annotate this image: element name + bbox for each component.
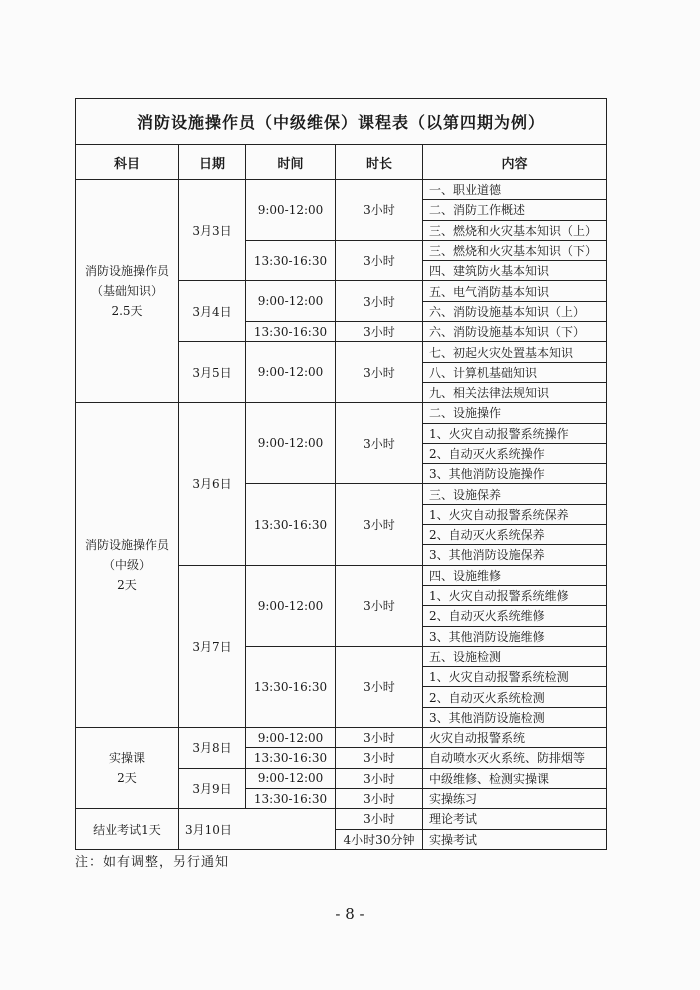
date-cell: 3月10日 <box>179 809 336 850</box>
duration-cell: 3小时 <box>336 646 423 727</box>
duration-cell: 4小时30分钟 <box>336 829 423 850</box>
content-item: 3、其他消防设施维修 <box>423 626 607 646</box>
duration-cell: 3小时 <box>336 809 423 829</box>
content-item: 1、火灾自动报警系统维修 <box>423 585 607 605</box>
content-item: 1、火灾自动报警系统保养 <box>423 504 607 524</box>
time-cell: 9:00-12:00 <box>246 281 336 322</box>
subject-practice-name: 实操课 <box>108 751 145 766</box>
duration-cell: 3小时 <box>336 240 423 281</box>
duration-cell: 3小时 <box>336 180 423 241</box>
schedule-table <box>75 98 607 850</box>
header-time: 时间 <box>246 145 336 180</box>
header-content: 内容 <box>423 145 607 180</box>
content-item: 二、设施操作 <box>423 403 607 423</box>
time-cell: 13:30-16:30 <box>246 748 336 768</box>
content-item: 五、设施检测 <box>423 646 607 666</box>
header-date: 日期 <box>179 145 246 180</box>
content-item: 六、消防设施基本知识（下） <box>423 322 607 342</box>
content-item: 三、燃烧和火灾基本知识（上） <box>423 220 607 240</box>
duration-cell: 3小时 <box>336 342 423 403</box>
content-item: 七、初起火灾处置基本知识 <box>423 342 607 362</box>
content-item: 3、其他消防设施操作 <box>423 464 607 484</box>
date-cell: 3月6日 <box>179 403 246 565</box>
duration-cell: 3小时 <box>336 565 423 646</box>
time-cell: 13:30-16:30 <box>246 788 336 808</box>
content-item: 五、电气消防基本知识 <box>423 281 607 301</box>
content-item: 三、设施保养 <box>423 484 607 504</box>
content-item: 四、设施维修 <box>423 565 607 585</box>
header-subject: 科目 <box>76 145 179 180</box>
content-item: 一、职业道德 <box>423 180 607 200</box>
subject-basic-days: 2.5天 <box>111 304 143 319</box>
duration-cell: 3小时 <box>336 788 423 808</box>
content-item: 2、自动灭火系统操作 <box>423 443 607 463</box>
content-item: 四、建筑防火基本知识 <box>423 261 607 281</box>
content-item: 中级维修、检测实操课 <box>423 768 607 788</box>
subject-practice-days: 2天 <box>117 771 137 786</box>
content-item: 八、计算机基础知识 <box>423 362 607 382</box>
content-item: 三、燃烧和火灾基本知识（下） <box>423 240 607 260</box>
subject-basic-name: 消防设施操作员 <box>84 264 169 279</box>
time-cell: 9:00-12:00 <box>246 180 336 241</box>
content-item: 六、消防设施基本知识（上） <box>423 301 607 321</box>
time-cell: 9:00-12:00 <box>246 342 336 403</box>
content-item: 3、其他消防设施保养 <box>423 545 607 565</box>
subject-exam: 结业考试1天 <box>76 809 179 850</box>
date-cell: 3月5日 <box>179 342 246 403</box>
content-item: 二、消防工作概述 <box>423 200 607 220</box>
subject-mid-sub: （中级） <box>102 558 151 573</box>
header-duration: 时长 <box>336 145 423 180</box>
duration-cell: 3小时 <box>336 768 423 788</box>
date-cell: 3月3日 <box>179 180 246 281</box>
content-item: 1、火灾自动报警系统检测 <box>423 667 607 687</box>
subject-basic <box>76 180 179 403</box>
time-cell: 9:00-12:00 <box>246 565 336 646</box>
content-item: 2、自动灭火系统检测 <box>423 687 607 707</box>
time-cell: 13:30-16:30 <box>246 240 336 281</box>
table-title: 消防设施操作员（中级维保）课程表（以第四期为例） <box>76 99 607 145</box>
duration-cell: 3小时 <box>336 403 423 484</box>
subject-practice <box>76 728 179 809</box>
date-cell: 3月4日 <box>179 281 246 342</box>
content-item: 2、自动灭火系统保养 <box>423 525 607 545</box>
date-cell: 3月9日 <box>179 768 246 809</box>
subject-mid-name: 消防设施操作员 <box>84 538 169 553</box>
time-cell: 9:00-12:00 <box>246 403 336 484</box>
content-item: 实操练习 <box>423 788 607 808</box>
time-cell: 9:00-12:00 <box>246 768 336 788</box>
content-item: 理论考试 <box>423 809 607 829</box>
duration-cell: 3小时 <box>336 484 423 565</box>
subject-basic-sub: （基础知识） <box>90 284 163 299</box>
footnote: 注：如有调整，另行通知 <box>75 855 230 870</box>
duration-cell: 3小时 <box>336 748 423 768</box>
duration-cell: 3小时 <box>336 281 423 322</box>
content-item: 九、相关法律法规知识 <box>423 382 607 402</box>
time-cell: 13:30-16:30 <box>246 646 336 727</box>
duration-cell: 3小时 <box>336 728 423 748</box>
subject-mid <box>76 403 179 728</box>
content-item: 1、火灾自动报警系统操作 <box>423 423 607 443</box>
time-cell: 13:30-16:30 <box>246 484 336 565</box>
content-item: 自动喷水灭火系统、防排烟等 <box>423 748 607 768</box>
subject-mid-days: 2天 <box>117 578 137 593</box>
date-cell: 3月7日 <box>179 565 246 727</box>
content-item: 火灾自动报警系统 <box>423 728 607 748</box>
time-cell: 13:30-16:30 <box>246 322 336 342</box>
time-cell: 9:00-12:00 <box>246 728 336 748</box>
date-cell: 3月8日 <box>179 728 246 769</box>
duration-cell: 3小时 <box>336 322 423 342</box>
content-item: 实操考试 <box>423 829 607 850</box>
page-number: - 8 - <box>335 905 365 923</box>
content-item: 2、自动灭火系统维修 <box>423 606 607 626</box>
content-item: 3、其他消防设施检测 <box>423 707 607 727</box>
